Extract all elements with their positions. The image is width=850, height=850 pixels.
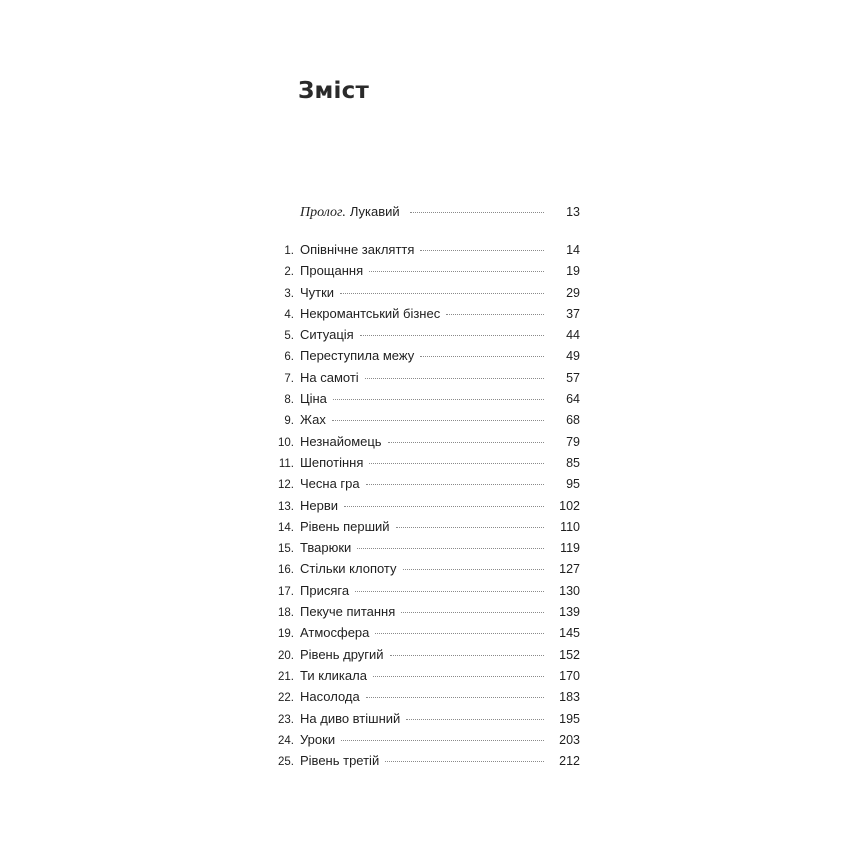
toc-row	[260, 348, 580, 369]
chapter-page-number: 139	[559, 605, 580, 620]
chapter-number: 6.	[284, 351, 294, 364]
toc-row	[260, 285, 580, 306]
toc-row	[260, 263, 580, 284]
chapter-title: Ціна	[300, 391, 327, 407]
chapter-number: 22.	[278, 692, 294, 705]
chapter-number: 5.	[284, 330, 294, 343]
chapter-page-number: 170	[559, 668, 580, 683]
chapter-title: На диво втішний	[300, 710, 401, 726]
chapter-title: Ситуація	[300, 327, 354, 343]
chapter-page-number: 79	[566, 434, 580, 449]
dot-leader	[369, 271, 544, 272]
chapter-number: 20.	[278, 649, 294, 662]
dot-leader	[375, 633, 544, 634]
chapter-number: 4.	[284, 308, 294, 321]
chapter-number: 10.	[278, 436, 294, 449]
chapter-title: Рівень перший	[300, 518, 390, 534]
dot-leader	[420, 356, 544, 357]
toc-row	[260, 242, 580, 263]
chapter-title: Пекуче питання	[300, 604, 396, 620]
chapter-number: 18.	[278, 607, 294, 620]
dot-leader	[388, 442, 544, 443]
chapter-number: 23.	[278, 713, 294, 726]
chapter-number: 2.	[284, 266, 294, 279]
page-title: Зміст	[298, 78, 369, 104]
dot-leader	[401, 612, 544, 613]
toc-prologue-row	[300, 204, 580, 224]
toc-row	[260, 519, 580, 540]
dot-leader	[365, 378, 544, 379]
chapter-page-number: 203	[559, 732, 580, 747]
chapter-number: 1.	[284, 245, 294, 257]
chapter-page-number: 44	[566, 328, 580, 343]
chapter-page-number: 37	[566, 306, 580, 321]
chapter-title: Присяга	[300, 582, 350, 598]
chapter-number: 21.	[278, 670, 294, 683]
chapter-number: 15.	[278, 543, 294, 556]
chapter-page-number: 127	[559, 562, 580, 577]
chapter-page-number: 64	[566, 392, 580, 407]
toc-row	[260, 647, 580, 668]
chapter-title: На самоті	[300, 369, 359, 385]
chapter-page-number: 183	[559, 690, 580, 705]
toc-chapter-list	[260, 242, 580, 774]
chapter-title: Тварюки	[300, 540, 352, 556]
dot-leader	[366, 484, 544, 485]
chapter-page-number: 212	[559, 754, 580, 769]
toc-row	[260, 689, 580, 710]
dot-leader	[410, 212, 544, 213]
chapter-number: 19.	[278, 628, 294, 641]
dot-leader	[396, 527, 544, 528]
chapter-title: Рівень третій	[300, 753, 380, 769]
chapter-page-number: 57	[566, 370, 580, 385]
chapter-page-number: 195	[559, 711, 580, 726]
chapter-number: 11.	[278, 457, 294, 470]
toc-row	[260, 711, 580, 732]
dot-leader	[406, 719, 544, 720]
chapter-page-number: 119	[560, 541, 580, 556]
chapter-title: Рівень другий	[300, 646, 384, 662]
chapter-title: Опівнічне закляття	[300, 242, 415, 257]
dot-leader	[355, 591, 544, 592]
chapter-page-number: 14	[566, 243, 580, 257]
toc-row	[260, 327, 580, 348]
dot-leader	[369, 463, 544, 464]
chapter-number: 3.	[284, 287, 294, 300]
dot-leader	[385, 761, 544, 762]
toc-row	[260, 476, 580, 497]
chapter-page-number: 19	[566, 264, 580, 279]
prologue-label: Лукавий	[349, 204, 400, 219]
toc-row	[260, 561, 580, 582]
chapter-number: 9.	[284, 415, 294, 428]
chapter-number: 16.	[278, 564, 294, 577]
chapter-title: Чесна гра	[300, 476, 360, 492]
chapter-page-number: 85	[566, 455, 580, 470]
toc-row	[260, 540, 580, 561]
chapter-number: 24.	[278, 734, 294, 747]
dot-leader	[446, 314, 544, 315]
dot-leader	[366, 697, 544, 698]
dot-leader	[373, 676, 544, 677]
toc-row	[260, 732, 580, 753]
chapter-title: Прощання	[300, 263, 364, 279]
toc-row	[260, 668, 580, 689]
chapter-page-number: 145	[559, 626, 580, 641]
toc-row	[260, 306, 580, 327]
toc-row	[260, 498, 580, 519]
toc-row	[260, 434, 580, 455]
chapter-title: Переступила межу	[300, 348, 415, 364]
chapter-title: Жах	[300, 412, 326, 428]
dot-leader	[341, 740, 544, 741]
chapter-title: Чутки	[300, 284, 335, 300]
chapter-title: Некромантський бізнес	[300, 305, 441, 321]
chapter-page-number: 49	[566, 349, 580, 364]
toc-row	[260, 391, 580, 412]
chapter-number: 7.	[284, 372, 294, 385]
toc-row	[260, 370, 580, 391]
dot-leader	[340, 293, 544, 294]
chapter-number: 17.	[278, 585, 294, 598]
dot-leader	[360, 335, 544, 336]
dot-leader	[333, 399, 544, 400]
toc-row	[260, 604, 580, 625]
chapter-title: Стільки клопоту	[300, 561, 397, 577]
chapter-page-number: 110	[560, 519, 580, 534]
chapter-title: Атмосфера	[300, 625, 370, 641]
dot-leader	[420, 250, 544, 251]
chapter-page-number: 68	[566, 413, 580, 428]
chapter-title: Незнайомець	[300, 433, 382, 449]
chapter-page-number: 152	[559, 647, 580, 662]
toc-row	[260, 625, 580, 646]
chapter-title: Нерви	[300, 497, 339, 513]
dot-leader	[332, 420, 544, 421]
chapter-page-number: 130	[559, 583, 580, 598]
chapter-number: 8.	[284, 394, 294, 407]
prologue-prefix: Пролог.	[300, 205, 346, 220]
chapter-number: 14.	[278, 521, 294, 534]
dot-leader	[357, 548, 544, 549]
dot-leader	[390, 655, 544, 656]
chapter-page-number: 29	[566, 285, 580, 300]
chapter-title: Уроки	[300, 731, 336, 747]
dot-leader	[403, 569, 544, 570]
toc-row	[260, 455, 580, 476]
chapter-number: 13.	[278, 500, 294, 513]
chapter-title: Ти кликала	[300, 667, 367, 683]
toc-row	[260, 583, 580, 604]
toc-row	[260, 412, 580, 433]
prologue-page-number: 13	[566, 205, 580, 219]
toc-row	[260, 753, 580, 774]
chapter-title: Насолода	[300, 689, 360, 705]
chapter-page-number: 95	[566, 477, 580, 492]
chapter-number: 25.	[278, 756, 294, 769]
chapter-title: Шепотіння	[300, 454, 364, 470]
dot-leader	[344, 506, 544, 507]
chapter-number: 12.	[278, 479, 294, 492]
chapter-page-number: 102	[559, 498, 580, 513]
